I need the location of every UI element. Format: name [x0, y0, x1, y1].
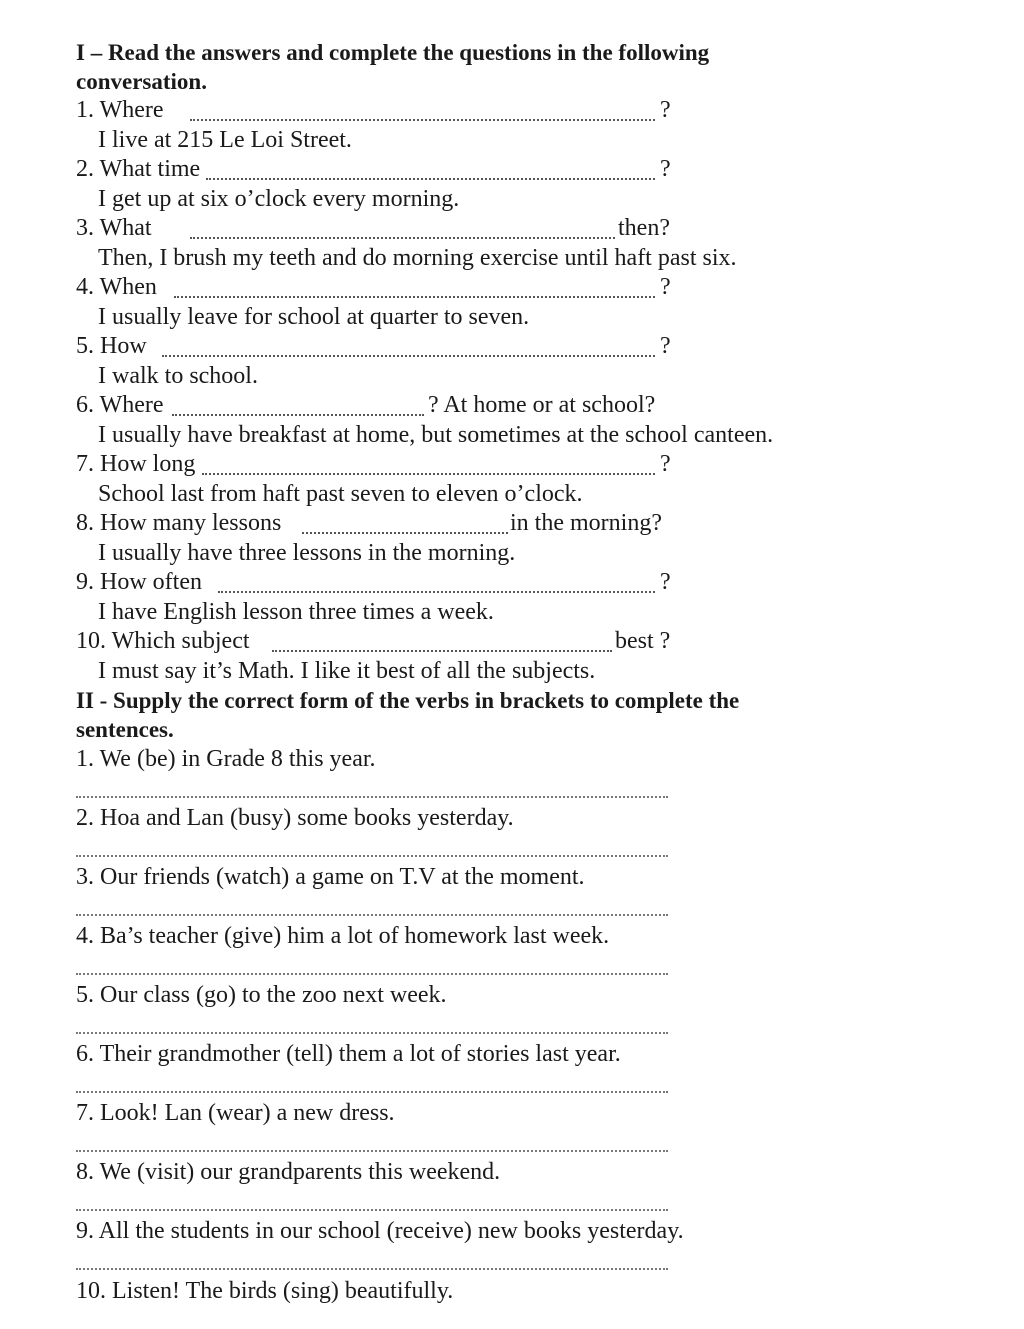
verb-item-7: 7. Look! Lan (wear) a new dress. [76, 1100, 395, 1126]
verb-item-9: 9. All the students in our school (receive) new books yesterday. [76, 1218, 684, 1244]
question-8-end: in the morning? [510, 510, 662, 536]
question-5-blank[interactable] [162, 355, 655, 357]
question-8: 8. How many lessons [76, 510, 282, 536]
verb-item-2: 2. Hoa and Lan (busy) some books yesterday. [76, 805, 514, 831]
question-4: 4. When [76, 274, 157, 300]
answer-1: I live at 215 Le Loi Street. [98, 127, 352, 153]
verb-item-5-answer-line[interactable] [76, 1032, 668, 1034]
verb-item-1-answer-line[interactable] [76, 796, 668, 798]
verb-item-7-answer-line[interactable] [76, 1150, 668, 1152]
question-1-end: ? [660, 97, 671, 123]
answer-3: Then, I brush my teeth and do morning exercise until haft past six. [98, 245, 737, 271]
question-10-blank[interactable] [272, 650, 612, 652]
verb-item-10: 10. Listen! The birds (sing) beautifully. [76, 1278, 454, 1304]
question-5: 5. How [76, 333, 147, 359]
answer-8: I usually have three lessons in the morning. [98, 540, 516, 566]
section2-heading-cont: sentences. [76, 717, 174, 742]
question-9: 9. How often [76, 569, 202, 595]
verb-item-3-answer-line[interactable] [76, 914, 668, 916]
question-4-blank[interactable] [174, 296, 655, 298]
section1-heading: I – Read the answers and complete the questions in the following [76, 40, 710, 65]
verb-item-4: 4. Ba’s teacher (give) him a lot of homework last week. [76, 923, 610, 949]
question-6: 6. Where [76, 392, 164, 418]
verb-item-6: 6. Their grandmother (tell) them a lot of stories last year. [76, 1041, 621, 1067]
verb-item-5: 5. Our class (go) to the zoo next week. [76, 982, 447, 1008]
verb-item-9-answer-line[interactable] [76, 1268, 668, 1270]
verb-item-4-answer-line[interactable] [76, 973, 668, 975]
answer-10: I must say it’s Math. I like it best of all the subjects. [98, 658, 596, 684]
answer-6: I usually have breakfast at home, but sometimes at the school canteen. [98, 422, 774, 448]
question-2-blank[interactable] [206, 178, 655, 180]
question-3-blank[interactable] [190, 237, 615, 239]
question-8-blank[interactable] [302, 532, 508, 534]
verb-item-8-answer-line[interactable] [76, 1209, 668, 1211]
question-3-end: then? [618, 215, 670, 241]
verb-item-1: 1. We (be) in Grade 8 this year. [76, 746, 376, 772]
question-7: 7. How long [76, 451, 196, 477]
verb-item-8: 8. We (visit) our grandparents this weekend. [76, 1159, 501, 1185]
question-1-blank[interactable] [190, 119, 655, 121]
question-10-end: best ? [615, 628, 671, 654]
question-6-blank[interactable] [172, 414, 424, 416]
question-1: 1. Where [76, 97, 164, 123]
question-9-blank[interactable] [218, 591, 655, 593]
answer-9: I have English lesson three times a week. [98, 599, 494, 625]
section1-heading-cont: conversation. [76, 69, 207, 94]
verb-item-3: 3. Our friends (watch) a game on T.V at the moment. [76, 864, 585, 890]
section2-heading: II - Supply the correct form of the verbs in brackets to complete the [76, 688, 740, 713]
question-10: 10. Which subject [76, 628, 250, 654]
question-6-end: ? At home or at school? [428, 392, 656, 418]
answer-4: I usually leave for school at quarter to seven. [98, 304, 530, 330]
question-5-end: ? [660, 333, 671, 359]
verb-item-2-answer-line[interactable] [76, 855, 668, 857]
answer-2: I get up at six o’clock every morning. [98, 186, 460, 212]
question-2-end: ? [660, 156, 671, 182]
verb-item-6-answer-line[interactable] [76, 1091, 668, 1093]
question-4-end: ? [660, 274, 671, 300]
question-2: 2. What time [76, 156, 201, 182]
answer-7: School last from haft past seven to eleven o’clock. [98, 481, 583, 507]
question-7-blank[interactable] [202, 473, 655, 475]
question-7-end: ? [660, 451, 671, 477]
question-3: 3. What [76, 215, 152, 241]
answer-5: I walk to school. [98, 363, 258, 389]
question-9-end: ? [660, 569, 671, 595]
